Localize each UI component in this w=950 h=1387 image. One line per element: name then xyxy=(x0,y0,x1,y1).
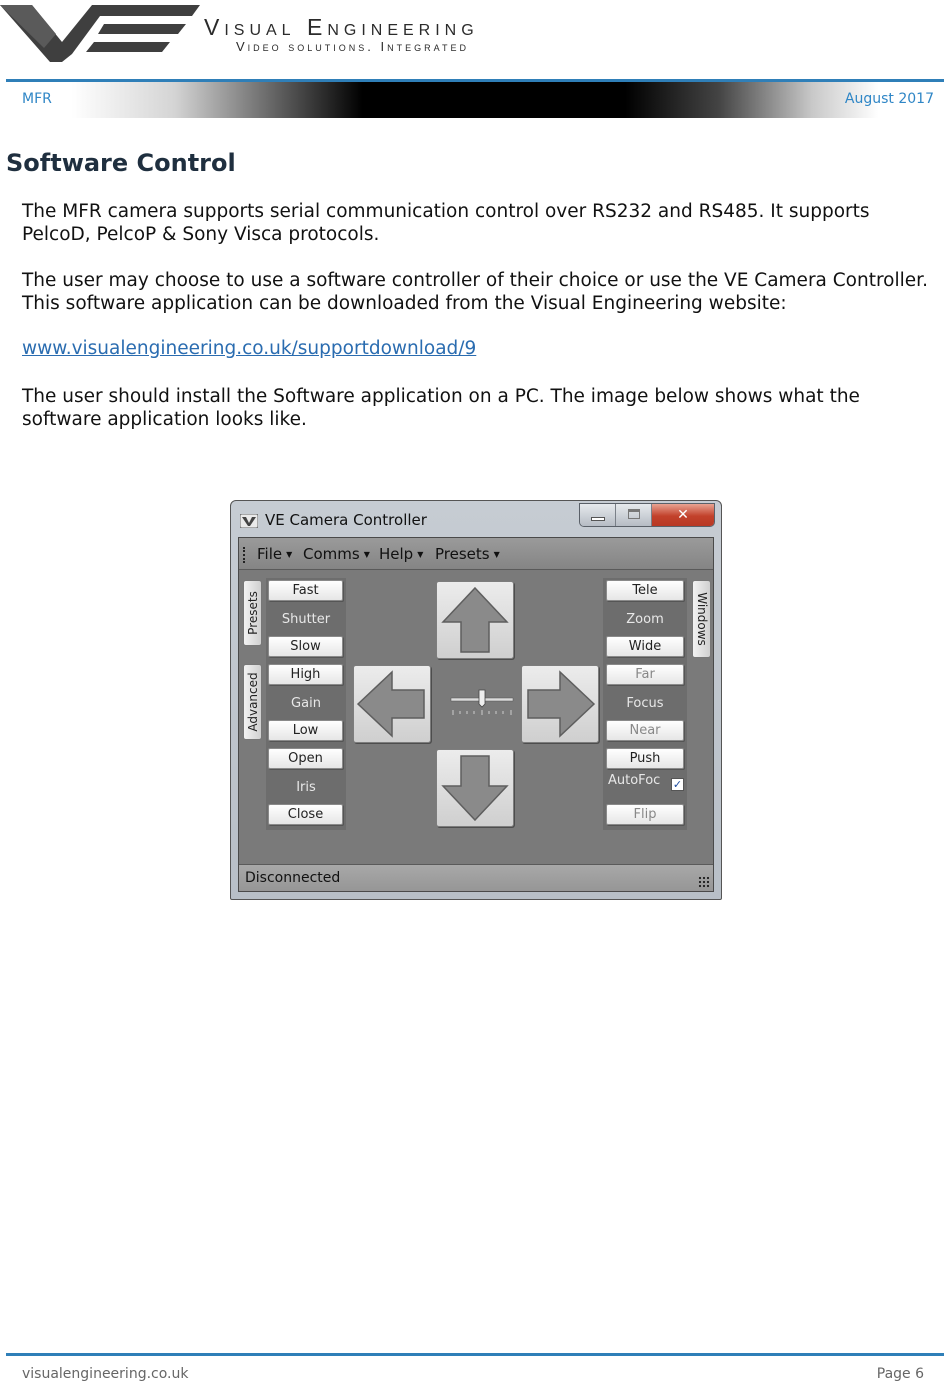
tilt-down-button[interactable] xyxy=(436,749,514,827)
chevron-down-icon: ▼ xyxy=(363,550,370,559)
iris-label: Iris xyxy=(296,780,316,795)
resize-grip-icon[interactable] xyxy=(698,876,710,888)
shutter-slow-button[interactable]: Slow xyxy=(268,636,343,657)
brand-block xyxy=(204,14,479,54)
footer-rule xyxy=(6,1353,944,1356)
zoom-tele-button[interactable]: Tele xyxy=(606,580,684,601)
menu-file[interactable] xyxy=(257,545,292,563)
chevron-down-icon: ▼ xyxy=(417,550,424,559)
controller-client-area xyxy=(238,537,714,892)
toolbar-grip-icon[interactable] xyxy=(243,547,246,563)
focus-label: Focus xyxy=(626,696,664,711)
page-number: Page 6 xyxy=(876,1366,924,1382)
tab-windows[interactable] xyxy=(692,580,711,658)
brand-name: Visual Engineering xyxy=(204,14,479,40)
camera-controller-window xyxy=(230,500,722,900)
menu-comms-label: Comms xyxy=(303,545,360,563)
header-product: MFR xyxy=(22,91,52,107)
speed-slider[interactable] xyxy=(449,686,515,722)
focus-near-button[interactable]: Near xyxy=(606,720,684,741)
shutter-fast-button[interactable]: Fast xyxy=(268,580,343,601)
shutter-label: Shutter xyxy=(281,612,331,627)
window-controls xyxy=(579,503,715,527)
zoom-label: Zoom xyxy=(626,612,664,627)
focus-far-button[interactable]: Far xyxy=(606,664,684,685)
app-logo-icon xyxy=(240,514,258,528)
tab-presets-label: Presets xyxy=(245,591,260,635)
zoom-wide-button[interactable]: Wide xyxy=(606,636,684,657)
lens-settings-panel xyxy=(603,578,687,830)
gain-high-button[interactable]: High xyxy=(268,664,343,685)
paragraph-protocols: The MFR camera supports serial communication control over RS232 and RS485. It supports PelcoD, PelcoP & Sony Visca protocols. xyxy=(22,201,870,245)
maximize-icon xyxy=(628,509,640,519)
autofocus-label: AutoFoc xyxy=(608,773,661,788)
tilt-up-button[interactable] xyxy=(436,581,514,659)
chevron-down-icon: ▼ xyxy=(286,550,293,559)
header-band xyxy=(6,82,944,118)
camera-settings-panel xyxy=(266,578,346,830)
autofocus-checkbox[interactable] xyxy=(671,778,684,791)
tab-windows-label: Windows xyxy=(694,592,709,646)
paragraph-controller: The user may choose to use a software controller of their choice or use the VE Camera Controller. This software application can be downloaded from the Visual Engineering website: xyxy=(22,270,928,314)
tab-advanced-label: Advanced xyxy=(245,672,260,732)
footer-website: visualengineering.co.uk xyxy=(22,1366,189,1382)
menu-bar xyxy=(239,538,713,570)
arrow-right-icon xyxy=(522,666,598,742)
arrow-up-icon xyxy=(437,582,513,658)
maximize-button[interactable] xyxy=(616,504,652,526)
visual-engineering-logo xyxy=(0,0,205,66)
pan-left-button[interactable] xyxy=(353,665,431,743)
gain-label: Gain xyxy=(291,696,321,711)
brand-tagline: Video solutions. Integrated xyxy=(236,39,469,54)
menu-presets-label: Presets xyxy=(435,545,490,563)
header-date: August 2017 xyxy=(844,91,934,107)
tab-advanced[interactable] xyxy=(243,664,262,740)
push-focus-button[interactable]: Push xyxy=(606,748,684,769)
tab-presets[interactable] xyxy=(243,580,262,646)
menu-help-label: Help xyxy=(379,545,414,563)
menu-help[interactable] xyxy=(379,545,423,563)
minimize-icon xyxy=(591,517,605,521)
window-title: VE Camera Controller xyxy=(265,511,427,529)
pan-right-button[interactable] xyxy=(521,665,599,743)
iris-open-button[interactable]: Open xyxy=(268,748,343,769)
arrow-left-icon xyxy=(354,666,430,742)
status-bar xyxy=(239,864,713,891)
chevron-down-icon: ▼ xyxy=(493,550,500,559)
menu-comms[interactable] xyxy=(303,545,370,563)
close-icon: ✕ xyxy=(677,507,689,523)
slider-thumb[interactable] xyxy=(479,690,485,707)
menu-file-label: File xyxy=(257,545,283,563)
window-titlebar xyxy=(231,501,721,537)
menu-presets[interactable] xyxy=(435,545,500,563)
page-title: Software Control xyxy=(6,149,236,177)
check-icon: ✓ xyxy=(672,778,683,791)
paragraph-install: The user should install the Software application on a PC. The image below shows what the software application looks like. xyxy=(22,386,860,430)
gain-low-button[interactable]: Low xyxy=(268,720,343,741)
minimize-button[interactable] xyxy=(580,504,616,526)
flip-button[interactable]: Flip xyxy=(606,804,684,825)
connection-status: Disconnected xyxy=(245,870,341,886)
iris-close-button[interactable]: Close xyxy=(268,804,343,825)
arrow-down-icon xyxy=(437,750,513,826)
download-link[interactable]: www.visualengineering.co.uk/supportdownload/9 xyxy=(22,338,477,359)
close-button[interactable] xyxy=(652,504,714,526)
